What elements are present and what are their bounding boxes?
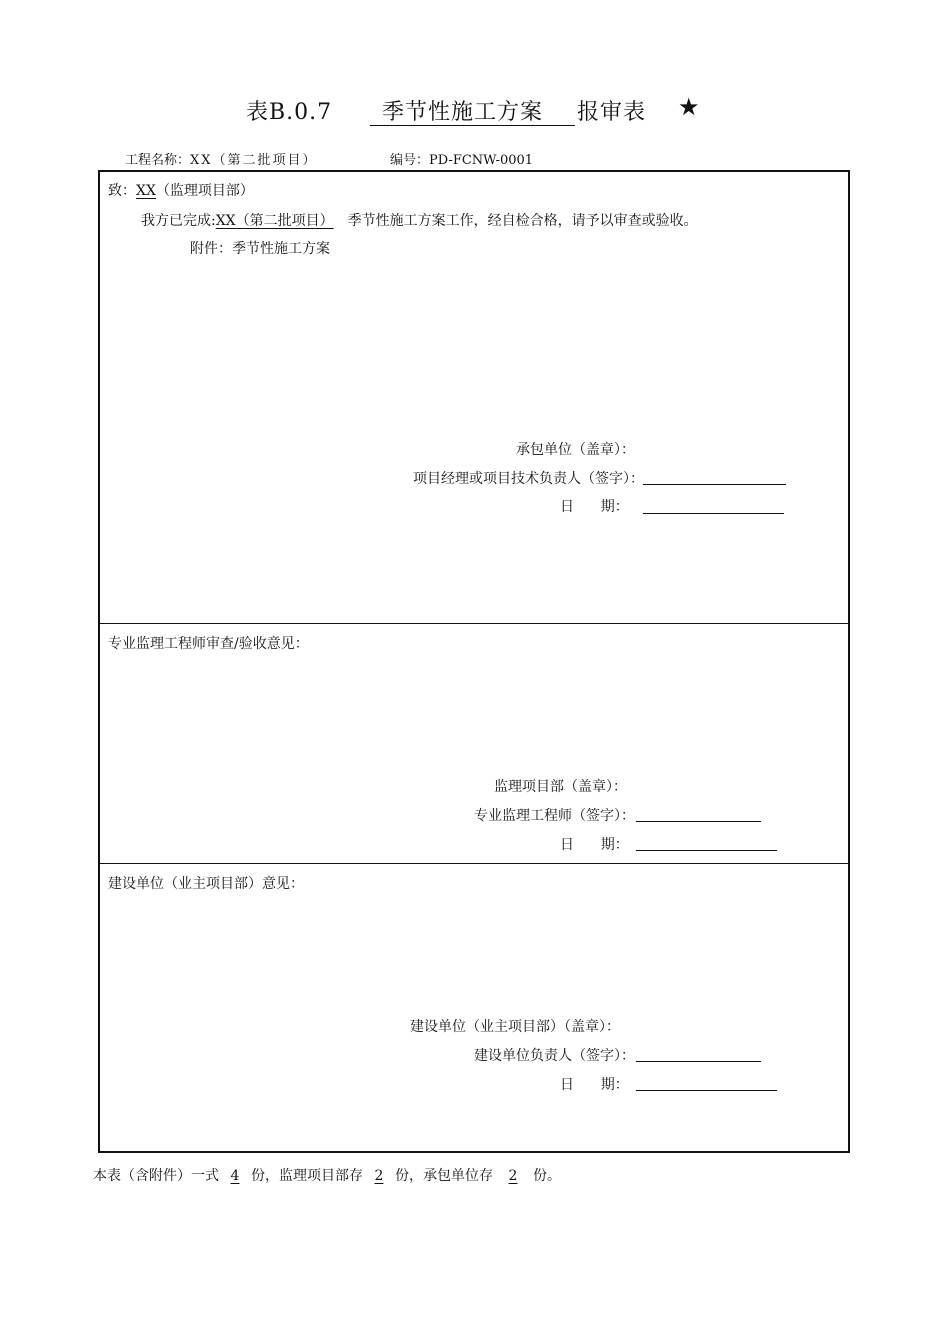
section1-date-label: 日 期： — [560, 499, 629, 515]
copies-note — [93, 1165, 561, 1185]
document-number-label: 编号： — [390, 153, 430, 168]
attachment-line: 附件：季节性施工方案 — [190, 241, 330, 257]
document-number-value: PD-FCNW-0001 — [429, 153, 534, 168]
section-divider-2 — [98, 863, 850, 864]
owner-sign-label: 建设单位负责人（签字）： — [474, 1048, 635, 1064]
completion-suffix: 季节性施工方案工作，经自检合格，请予以审查或验收。 — [347, 213, 698, 229]
owner-opinion-heading: 建设单位（业主项目部）意见： — [108, 876, 304, 892]
completion-project: XX（第二批项目） — [215, 213, 334, 229]
engineer-review-heading: 专业监理工程师审查/验收意见： — [108, 636, 309, 652]
copies-mid2: 份，承包单位存 — [395, 1168, 493, 1184]
project-name — [125, 149, 318, 168]
owner-stamp-label: 建设单位（业主项目部）（盖章）： — [410, 1019, 620, 1035]
copies-total: 4 — [230, 1168, 240, 1184]
dept-stamp-label: 监理项目部（盖章）： — [494, 779, 627, 795]
engineer-sign-label: 专业监理工程师（签字）： — [474, 808, 635, 824]
title-underline — [370, 125, 575, 126]
project-name-label: 工程名称： — [125, 153, 191, 168]
addressee-label: 致： — [108, 183, 136, 199]
copies-contractor: 2 — [508, 1168, 518, 1184]
copies-supervision: 2 — [374, 1168, 384, 1184]
owner-sign-field[interactable] — [636, 1061, 761, 1062]
section3-date-field[interactable] — [636, 1090, 777, 1091]
copies-end: 份。 — [533, 1168, 561, 1184]
section-divider-1 — [98, 623, 850, 624]
section2-date-field[interactable] — [636, 850, 777, 851]
completion-prefix: 我方已完成: — [141, 213, 216, 229]
manager-sign-field[interactable] — [643, 484, 786, 485]
form-title-subject: 季节性施工方案 — [382, 100, 544, 125]
project-name-value: XX（第二批项目） — [190, 153, 318, 168]
section3-date-label: 日 期： — [560, 1077, 629, 1093]
addressee — [108, 180, 254, 200]
form-title-suffix: 报审表 — [577, 100, 647, 125]
addressee-suffix: （监理项目部） — [155, 183, 254, 199]
completion-statement — [141, 210, 698, 230]
form-frame — [98, 170, 850, 1153]
addressee-value: XX — [136, 183, 156, 199]
manager-sign-label: 项目经理或项目技术负责人（签字）： — [413, 471, 644, 487]
form-title-prefix: 表B.0.7 — [246, 100, 333, 125]
copies-mid1: 份，监理项目部存 — [251, 1168, 363, 1184]
engineer-sign-field[interactable] — [636, 821, 761, 822]
document-number — [390, 149, 533, 168]
section2-date-label: 日 期： — [560, 837, 629, 853]
copies-prefix: 本表（含附件）一式 — [93, 1168, 219, 1184]
star-icon: ★ — [678, 93, 701, 121]
contractor-stamp-label: 承包单位（盖章）： — [516, 442, 635, 458]
section1-date-field[interactable] — [643, 513, 784, 514]
